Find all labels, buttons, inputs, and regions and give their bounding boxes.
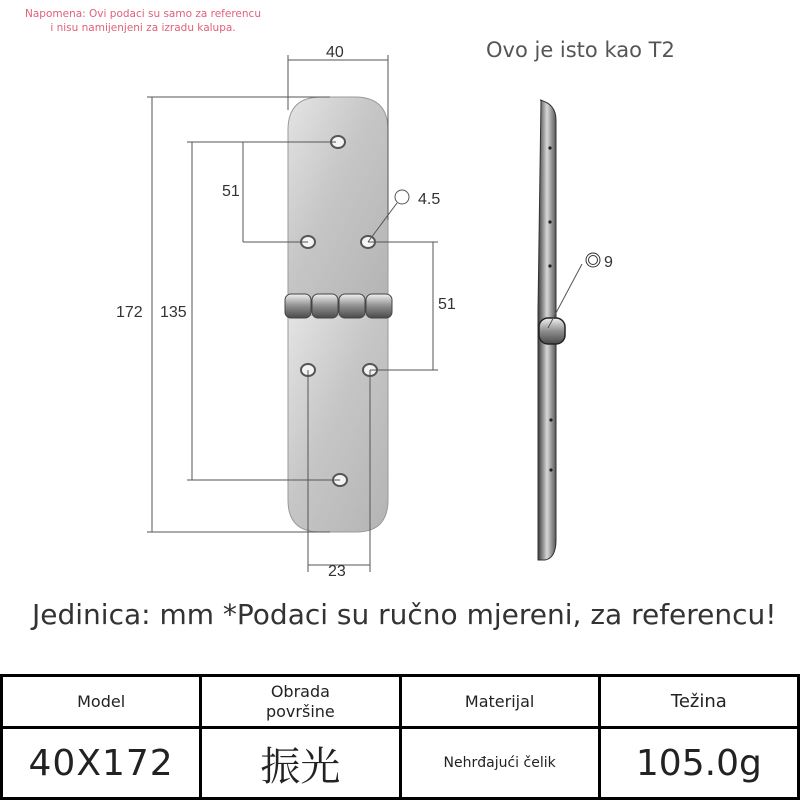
value-material: Nehrđajući čelik bbox=[400, 728, 599, 799]
spec-value-row bbox=[2, 728, 799, 799]
dim-hole-diameter-label: 4.5 bbox=[418, 191, 441, 208]
value-surface: 振光 bbox=[201, 728, 400, 799]
side-knuckle bbox=[539, 318, 565, 344]
value-weight: 105.0g bbox=[599, 728, 798, 799]
header-material: Materijal bbox=[400, 676, 599, 728]
side-view-note: Ovo je isto kao T2 bbox=[486, 38, 675, 62]
value-model: 40X172 bbox=[2, 728, 201, 799]
header-model: Model bbox=[2, 676, 201, 728]
unit-statement: Jedinica: mm *Podaci su ručno mjereni, za referencu! bbox=[32, 598, 777, 631]
hinge-leaf-lower bbox=[288, 315, 388, 532]
pin-diameter-symbol bbox=[586, 253, 600, 267]
dim-width-label: 40 bbox=[326, 44, 344, 61]
dim-overall-length-label: 172 bbox=[116, 304, 143, 321]
dim-lower-spacing-label: 51 bbox=[438, 296, 456, 313]
header-surface-line-1: Obrada bbox=[270, 681, 330, 701]
disclaimer-line-1: Napomena: Ovi podaci su samo za referencu bbox=[25, 8, 261, 20]
hinge-side-view bbox=[538, 100, 565, 560]
spec-header-row bbox=[2, 676, 799, 728]
dim-hole-span-label: 135 bbox=[160, 304, 187, 321]
header-weight: Težina bbox=[599, 676, 798, 728]
dim-upper-spacing-label: 51 bbox=[222, 183, 240, 200]
spec-table bbox=[0, 674, 800, 800]
header-surface bbox=[201, 676, 400, 728]
dim-hole-pitch-label: 23 bbox=[328, 563, 346, 580]
disclaimer-line-2: i nisu namijenjeni za izradu kalupa. bbox=[50, 22, 236, 34]
header-surface-line-2: površine bbox=[265, 701, 335, 721]
dim-pin-diameter-label: 9 bbox=[604, 254, 613, 271]
hinge-leaf-upper bbox=[288, 97, 388, 300]
hinge-front-view bbox=[285, 97, 392, 532]
